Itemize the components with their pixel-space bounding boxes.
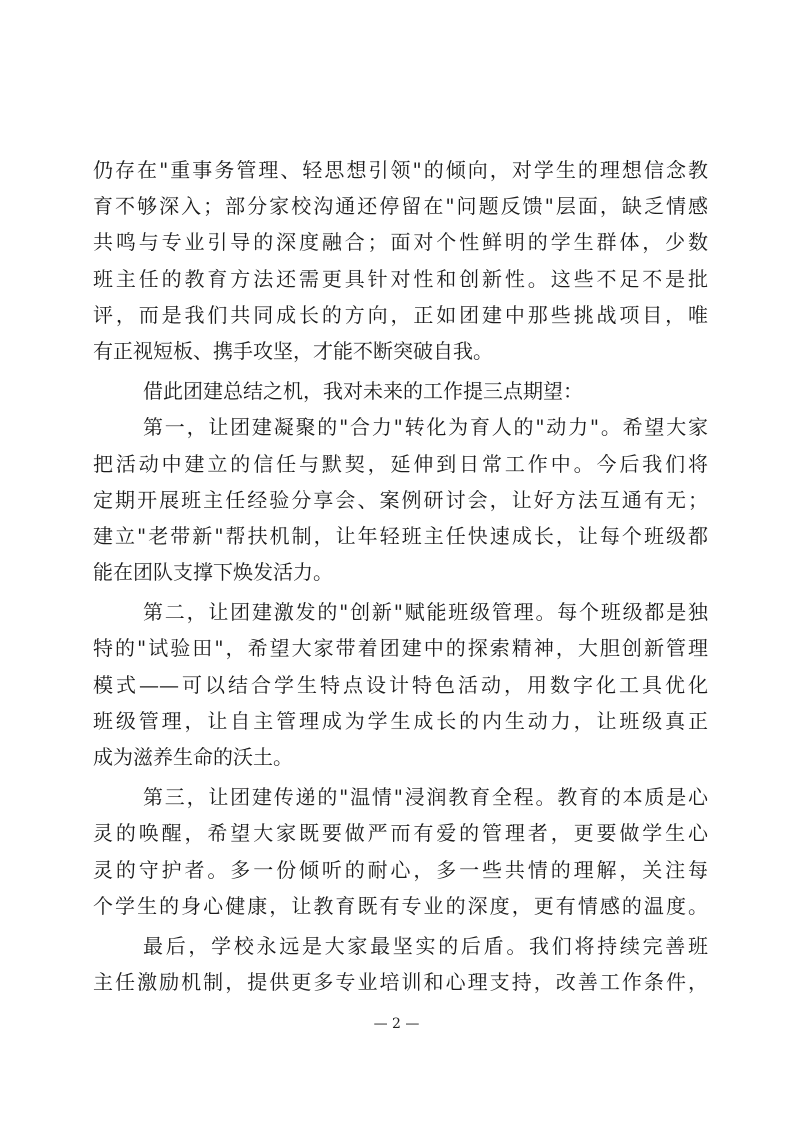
paragraph <box>93 928 708 1000</box>
paragraph <box>93 779 708 924</box>
paragraph <box>93 152 708 369</box>
text-line: 把活动中建立的信任与默契，延伸到日常工作中。今后我们将 <box>93 451 708 476</box>
text-line: 仍存在"重事务管理、轻思想引领"的倾向，对学生的理想信念教 <box>93 158 708 182</box>
text-line: 主任激励机制，提供更多专业培训和心理支持，改善工作条件， <box>93 970 708 995</box>
text-line: 第三，让团建传递的"温情"浸润教育全程。教育的本质是心 <box>143 785 708 810</box>
page-number: — 2 — <box>373 1016 420 1032</box>
text-line: 特的"试验田"，希望大家带着团建中的探索精神，大胆创新管理 <box>93 636 708 661</box>
text-line: 育不够深入；部分家校沟通还停留在"问题反馈"层面，缺乏情感 <box>93 194 708 219</box>
text-line: 第一，让团建凝聚的"合力"转化为育人的"动力"。希望大家 <box>143 415 708 440</box>
text-line: 灵的唤醒，希望大家既要做严而有爱的管理者，更要做学生心 <box>93 821 708 846</box>
text-line: 能在团队支撑下焕发活力。 <box>93 560 333 585</box>
document-body <box>93 152 708 1000</box>
text-line: 第二，让团建激发的"创新"赋能班级管理。每个班级都是独 <box>143 600 708 625</box>
text-line: 灵的守护者。多一份倾听的耐心，多一些共情的理解，关注每 <box>93 857 708 882</box>
text-line: 个学生的身心健康，让教育既有专业的深度，更有情感的温度。 <box>93 893 708 918</box>
paragraph <box>93 409 708 590</box>
text-line: 定期开展班主任经验分享会、案例研讨会，让好方法互通有无； <box>93 487 708 512</box>
paragraph <box>93 373 708 409</box>
text-line: 最后，学校永远是大家最坚实的后盾。我们将持续完善班 <box>143 933 708 958</box>
text-line: 班主任的教育方法还需更具针对性和创新性。这些不足不是批 <box>93 266 708 291</box>
paragraph <box>93 594 708 775</box>
text-line: 班级管理，让自主管理成为学生成长的内生动力，让班级真正 <box>93 708 708 733</box>
text-line: 有正视短板、携手攻坚，才能不断突破自我。 <box>93 338 493 363</box>
text-line: 模式——可以结合学生特点设计特色活动，用数字化工具优化 <box>93 672 708 697</box>
text-line: 成为滋养生命的沃土。 <box>93 745 293 769</box>
text-line: 借此团建总结之机，我对未来的工作提三点期望： <box>143 379 583 404</box>
text-line: 评，而是我们共同成长的方向，正如团建中那些挑战项目，唯 <box>93 302 708 327</box>
text-line: 建立"老带新"帮扶机制，让年轻班主任快速成长，让每个班级都 <box>93 523 708 548</box>
text-line: 共鸣与专业引导的深度融合；面对个性鲜明的学生群体，少数 <box>93 230 708 255</box>
